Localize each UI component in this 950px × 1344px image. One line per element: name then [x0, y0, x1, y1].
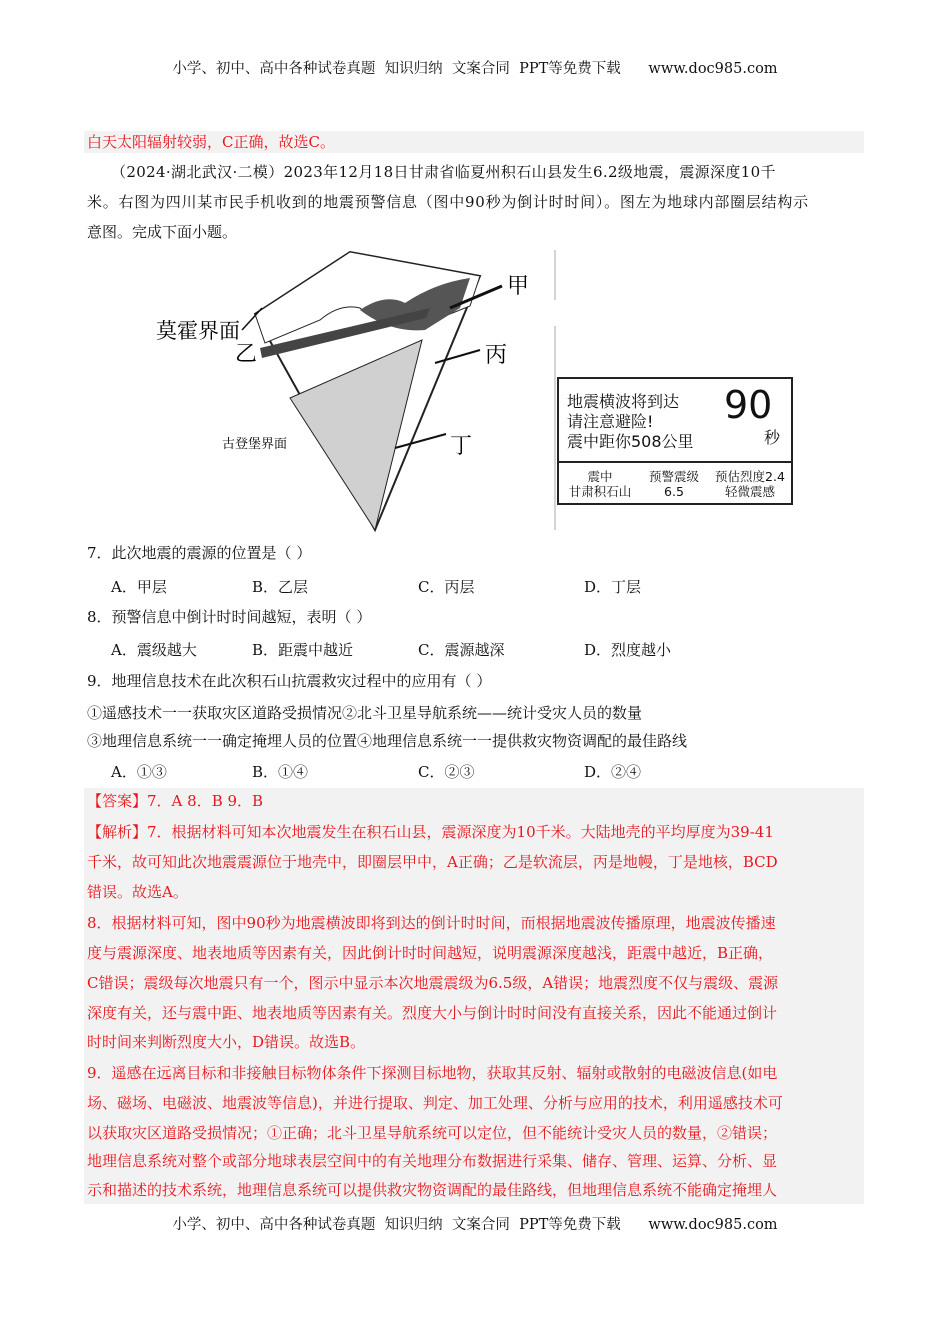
countdown-value: 90	[724, 383, 773, 427]
option: C．②③	[418, 763, 475, 781]
analysis-line: 【解析】7．根据材料可知本次地震发生在积石山县，震源深度为10千米。大陆地壳的平均厚度为39-41	[87, 823, 774, 841]
option: D．烈度越小	[584, 641, 672, 659]
intro-line: 意图。完成下面小题。	[87, 223, 238, 241]
option: A．①③	[111, 763, 167, 781]
alert-line: 地震横波将到达	[567, 392, 680, 411]
intensity-value: 轻微震感	[724, 484, 775, 499]
option: A．震级越大	[111, 641, 197, 659]
magnitude-label: 预警震级	[648, 469, 699, 484]
analysis-line: 9．遥感在远离目标和非接触目标物体条件下探测目标地物，获取其反射、辐射或散射的电磁波信息(如电	[87, 1064, 778, 1082]
gutenberg-label: 古登堡界面	[222, 437, 288, 452]
analysis-line: 以获取灾区道路受损情况；①正确；北斗卫星导航系统可以定位，但不能统计受灾人员的数量，②错误；	[87, 1124, 778, 1142]
option: B．乙层	[252, 578, 309, 596]
alert-line: 请注意避险!	[567, 412, 654, 431]
analysis-line: 时时间来判断烈度大小，D错误。故选B。	[87, 1033, 366, 1051]
layer-bing-label: 丙	[485, 343, 508, 368]
countdown-unit: 秒	[764, 428, 781, 447]
layer-jia-label: 甲	[507, 274, 530, 299]
question-item: ③地理信息系统一一确定掩埋人员的位置④地理信息系统一一提供救灾物资调配的最佳路线	[87, 732, 688, 750]
alert-top	[559, 379, 791, 463]
analysis-line: 示和描述的技术系统，地理信息系统可以提供救灾物资调配的最佳路线，但地理信息系统不能确定掩埋人	[87, 1181, 778, 1199]
option: B．①④	[252, 763, 309, 781]
question-stem: 7．此次地震的震源的位置是（ ）	[87, 544, 312, 562]
analysis-line: 千米，故可知此次地震震源位于地壳中，即圈层甲中，A正确；乙是软流层，丙是地幔，丁是地核，BCD	[87, 853, 778, 871]
earthquake-alert-card	[557, 377, 793, 505]
option: A．甲层	[111, 578, 167, 596]
question-item: ①遥感技术一一获取灾区道路受损情况②北斗卫星导航系统——统计受灾人员的数量	[87, 704, 643, 722]
answer-line: 【答案】7．A 8．B 9．B	[87, 792, 264, 810]
magnitude-value: 6.5	[664, 484, 684, 499]
analysis-line: 深度有关，还与震中距、地表地质等因素有关。烈度大小与倒计时时间没有直接关系，因此不能通过倒计	[87, 1004, 778, 1022]
layer-ding-label: 丁	[450, 434, 473, 459]
previous-answer-tail: 白天太阳辐射较弱，C正确，故选C。	[87, 133, 335, 151]
intensity-label: 预估烈度2.4	[715, 469, 785, 484]
question-stem: 8．预警信息中倒计时时间越短，表明（ ）	[87, 608, 372, 626]
epicenter-value: 甘肃积石山	[568, 484, 632, 499]
intro-line: 米。右图为四川某市民手机收到的地震预警信息（图中90秒为倒计时时间）。图左为地球内部圈层结构示	[87, 193, 809, 211]
option: D．②④	[584, 763, 642, 781]
analysis-line: 8．根据材料可知，图中90秒为地震横波即将到达的倒计时时间，而根据地震波传播原理，地震波传播速	[87, 914, 776, 932]
analysis-line: C错误；震级每次地震只有一个，图示中显示本次地震震级为6.5级，A错误；地震烈度不仅与震级、震源	[87, 974, 779, 992]
page-header: 小学、初中、高中各种试卷真题 知识归纳 文案合同 PPT等免费下载 www.doc985.com	[172, 61, 778, 77]
moho-label: 莫霍界面	[156, 319, 240, 343]
option: B．距震中越近	[252, 641, 354, 659]
epicenter-label: 震中	[587, 469, 613, 484]
alert-line: 震中距你508公里	[567, 432, 694, 451]
page-footer: 小学、初中、高中各种试卷真题 知识归纳 文案合同 PPT等免费下载 www.doc985.com	[172, 1217, 778, 1233]
option: C．丙层	[418, 578, 475, 596]
option: D．丁层	[584, 578, 642, 596]
analysis-line: 地理信息系统对整个或部分地球表层空间中的有关地理分布数据进行采集、储存、管理、运算、分析、显	[87, 1152, 778, 1170]
option: C．震源越深	[418, 641, 505, 659]
intro-line: （2024·湖北武汉·二模）2023年12月18日甘肃省临夏州积石山县发生6.2级地震，震源深度10千	[111, 163, 776, 181]
earth-structure-diagram	[150, 248, 570, 538]
analysis-line: 错误。故选A。	[87, 883, 188, 901]
analysis-line: 场、磁场、电磁波、地震波等信息)，并进行提取、判定、加工处理、分析与应用的技术，利用遥感技术可	[87, 1094, 783, 1112]
question-stem: 9．地理信息技术在此次积石山抗震救灾过程中的应用有（ ）	[87, 672, 492, 690]
layer-yi-label: 乙	[235, 342, 258, 367]
analysis-line: 度与震源深度、地表地质等因素有关，因此倒计时时间越短，说明震源深度越浅，距震中越近，B正确，	[87, 944, 774, 962]
